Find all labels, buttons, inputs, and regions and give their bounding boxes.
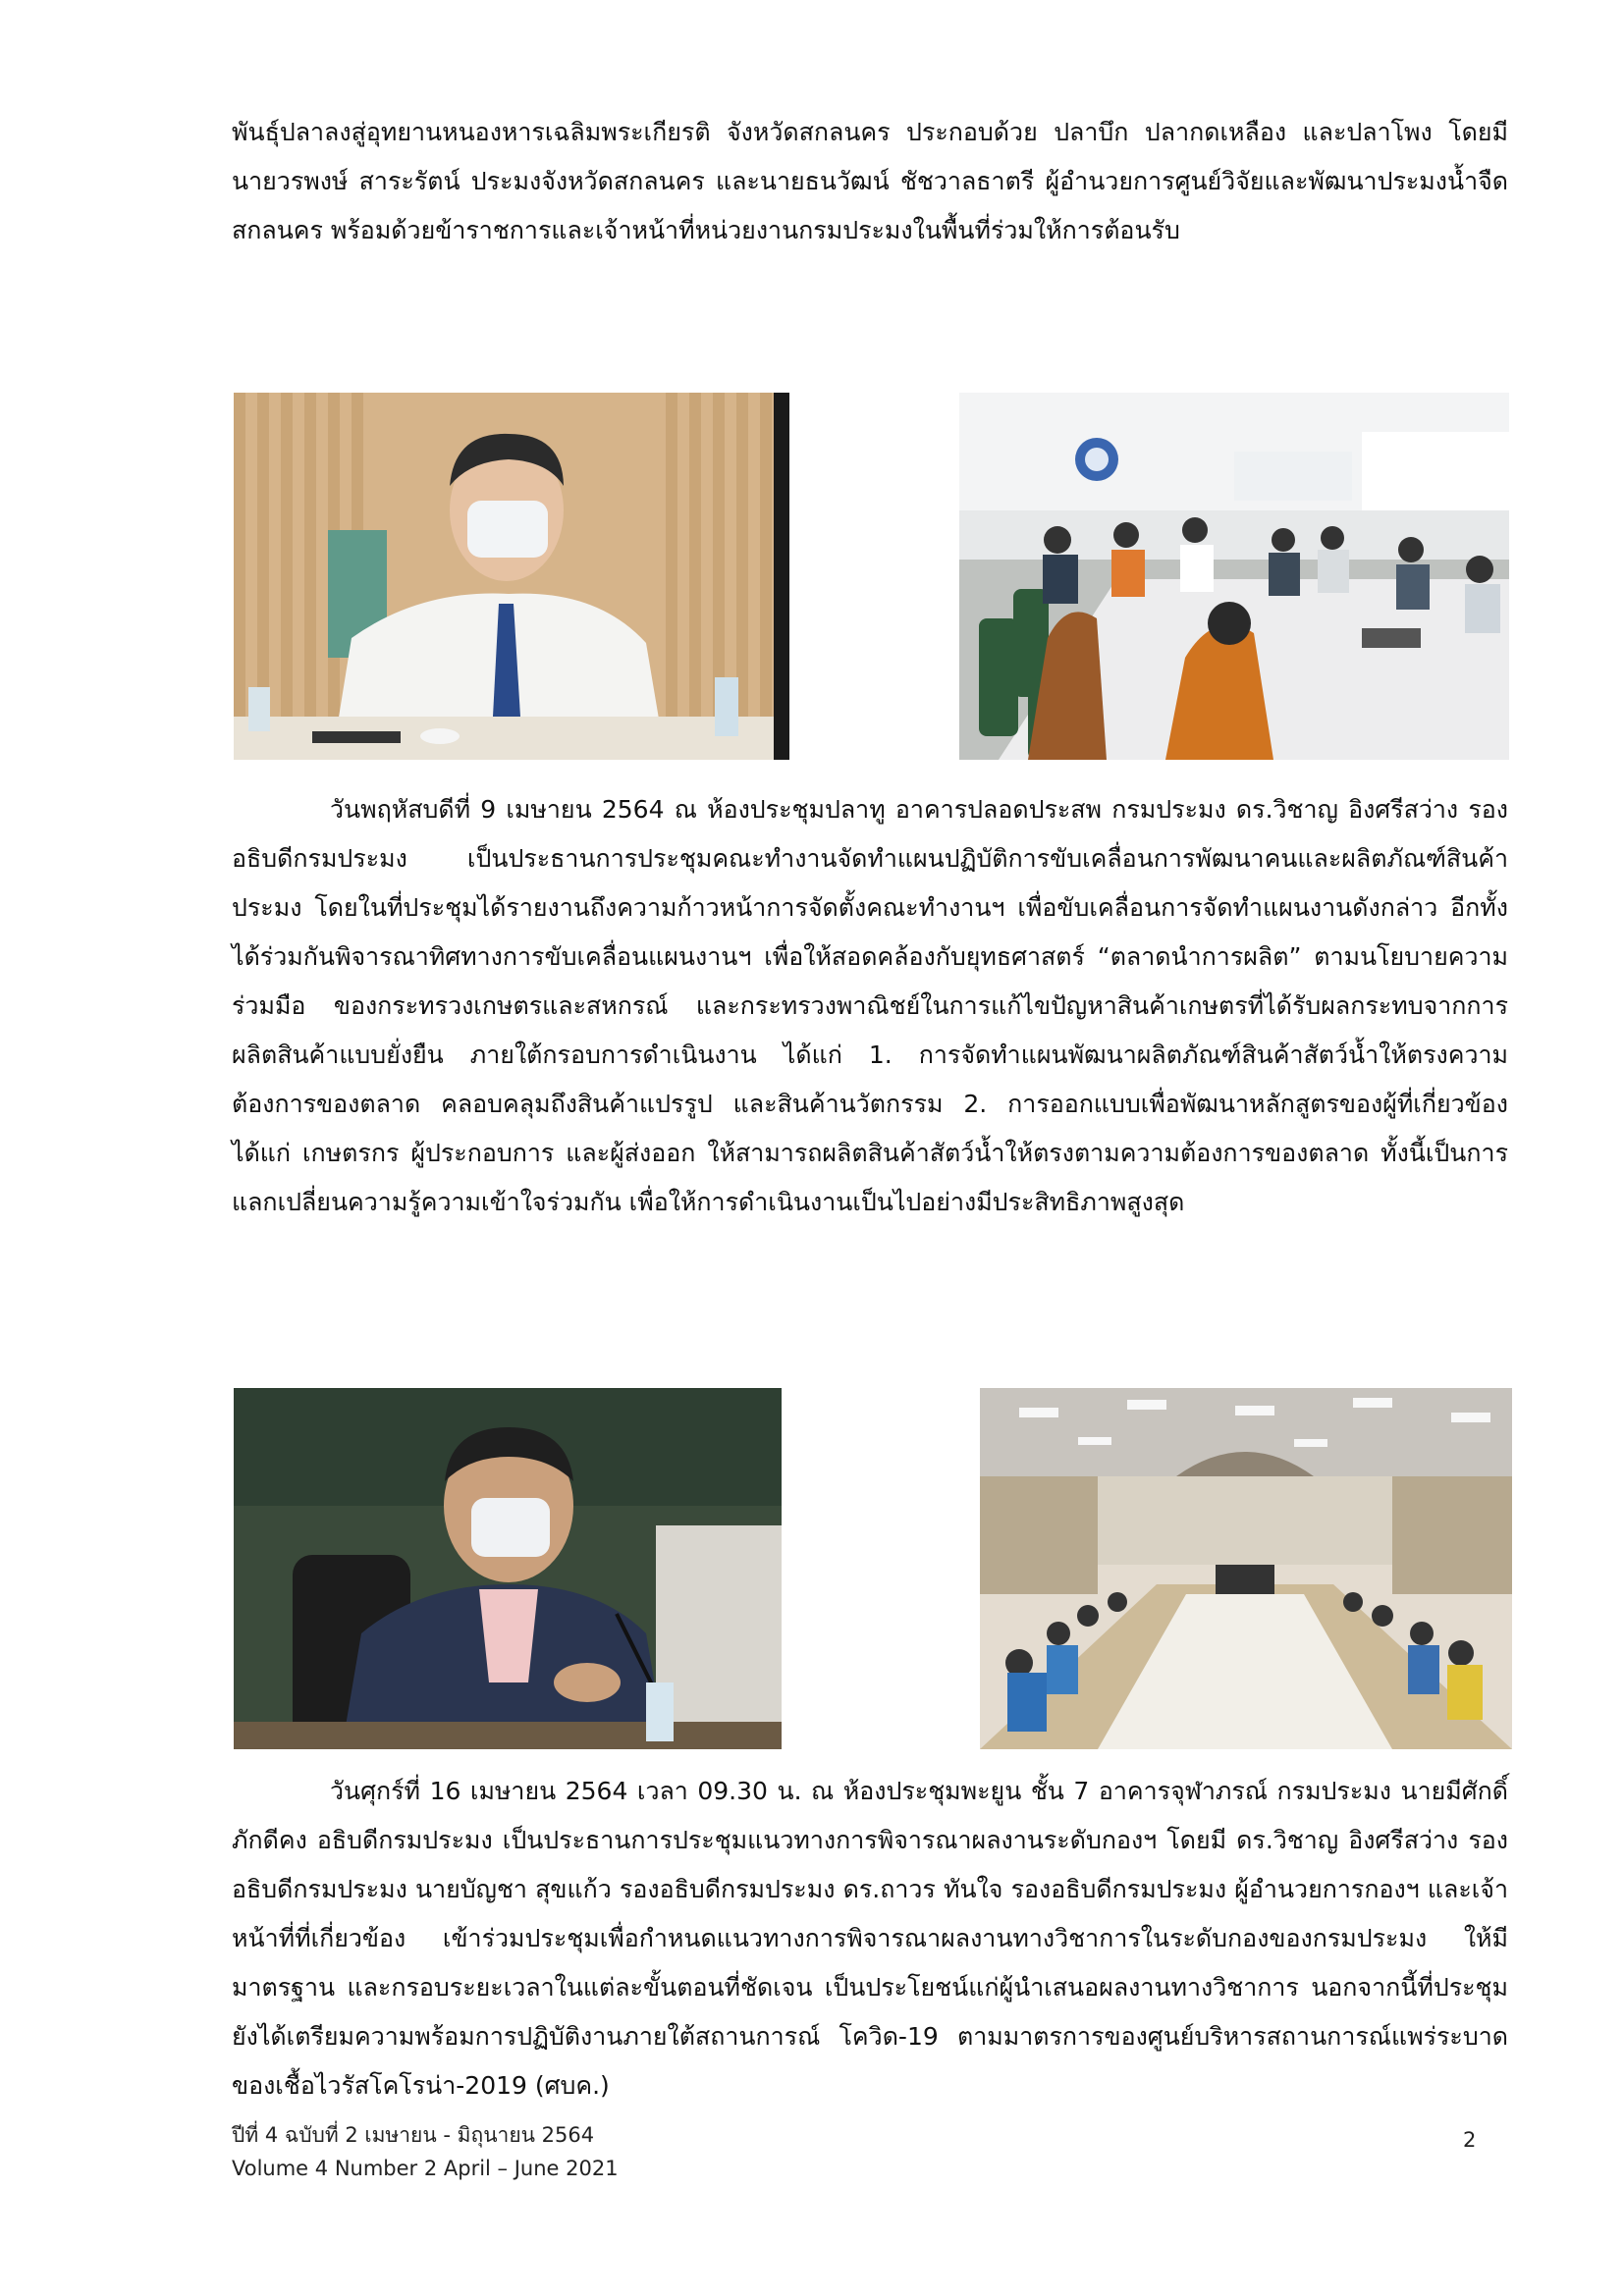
page-number: 2 — [1463, 2128, 1477, 2152]
photo-conference-room-meeting — [980, 1388, 1512, 1749]
paragraph-intro-continuation: พันธุ์ปลาลงสู่อุทยานหนองหารเฉลิมพระเกียรติ จังหวัดสกลนคร ประกอบด้วย ปลาบึก ปลากดเหลือง และปลาโพง โดยมี นายวรพงษ์ สาระรัตน์ ประมงจังหวัดสกลนคร และนายธนวัฒน์ ชัชวาลธาตรี ผู้อำนวยการศูนย์วิจัยและพัฒนาประมงน้ำจืดสกลนคร พร้อมด้วยข้าราชการและเจ้าหน้าที่หน่วยงานกรมประมงในพื้นที่ร่วมให้การต้อนรับ — [232, 118, 1508, 244]
photo-official-at-meeting — [234, 393, 789, 760]
footer-thai-issue: ปีที่ 4 ฉบับที่ 2 เมษายน - มิถุนายน 2564 — [232, 2123, 595, 2147]
paragraph-april-9-meeting: วันพฤหัสบดีที่ 9 เมษายน 2564 ณ ห้องประชุมปลาทู อาคารปลอดประสพ กรมประมง ดร.วิชาญ อิงศรีสว่าง รองอธิบดีกรมประมง เป็นประธานการประชุมคณะทำงานจัดทำแผนปฏิบัติการขับเคลื่อนการพัฒนาคนและผลิตภัณฑ์สินค้าประมง โดยในที่ประชุมได้รายงานถึงความก้าวหน้าการจัดตั้งคณะทำงานฯ เพื่อขับเคลื่อนการจัดทำแผนงานดังกล่าว อีกทั้งได้ร่วมกันพิจารณาทิศทางการขับเคลื่อนแผนงานฯ เพื่อให้สอดคล้องกับยุทธศาสตร์ “ตลาดนำการผลิต” ตามนโยบายความร่วมมือ ของกระทรวงเกษตรและสหกรณ์ และกระทรวงพาณิชย์ในการแก้ไขปัญหาสินค้าเกษตรที่ได้รับผลกระทบจากการผลิตสินค้าแบบยั่งยืน ภายใต้กรอบการดำเนินงาน ได้แก่ 1. การจัดทำแผนพัฒนาผลิตภัณฑ์สินค้าสัตว์น้ำให้ตรงความต้องการของตลาด คลอบคลุมถึงสินค้าแปรรูป และสินค้านวัตกรรม 2. การออกแบบเพื่อพัฒนาหลักสูตรของผู้ที่เกี่ยวข้อง ได้แก่ เกษตรกร ผู้ประกอบการ และผู้ส่งออก ให้สามารถผลิตสินค้าสัตว์น้ำให้ตรงตามความต้องการของตลาด ทั้งนี้เป็นการแลกเปลี่ยนความรู้ความเข้าใจร่วมกัน เพื่อให้การดำเนินงานเป็นไปอย่างมีประสิทธิภาพสูงสุด — [232, 795, 1508, 1216]
photo-director-general-speaking — [234, 1388, 782, 1749]
paragraph-april-16-meeting: วันศุกร์ที่ 16 เมษายน 2564 เวลา 09.30 น. ณ ห้องประชุมพะยูน ชั้น 7 อาคารจุฬาภรณ์ กรมประมง นายมีศักดิ์ ภักดีคง อธิบดีกรมประมง เป็นประธานการประชุมแนวทางการพิจารณาผลงานระดับกองฯ โดยมี ดร.วิชาญ อิงศรีสว่าง รองอธิบดีกรมประมง นายบัญชา สุขแก้ว รองอธิบดีกรมประมง ดร.ถาวร ทันใจ รองอธิบดีกรมประมง ผู้อำนวยการกองฯ และเจ้าหน้าที่ที่เกี่ยวข้อง เข้าร่วมประชุมเพื่อกำหนดแนวทางการพิจารณาผลงานทางวิชาการในระดับกองของกรมประมง ให้มีมาตรฐาน และกรอบระยะเวลาในแต่ละขั้นตอนที่ชัดเจน เป็นประโยชน์แก่ผู้นำเสนอผลงานทางวิชาการ นอกจากนี้ที่ประชุมยังได้เตรียมความพร้อมการปฏิบัติงานภายใต้สถานการณ์ โควิด-19 ตามมาตรการของศูนย์บริหารสถานการณ์แพร่ระบาดของเชื้อไวรัสโคโรน่า-2019 (ศบค.) — [232, 1777, 1508, 2100]
footer-english-issue: Volume 4 Number 2 April – June 2021 — [232, 2157, 619, 2180]
photo-meeting-room-discussion — [959, 393, 1509, 760]
